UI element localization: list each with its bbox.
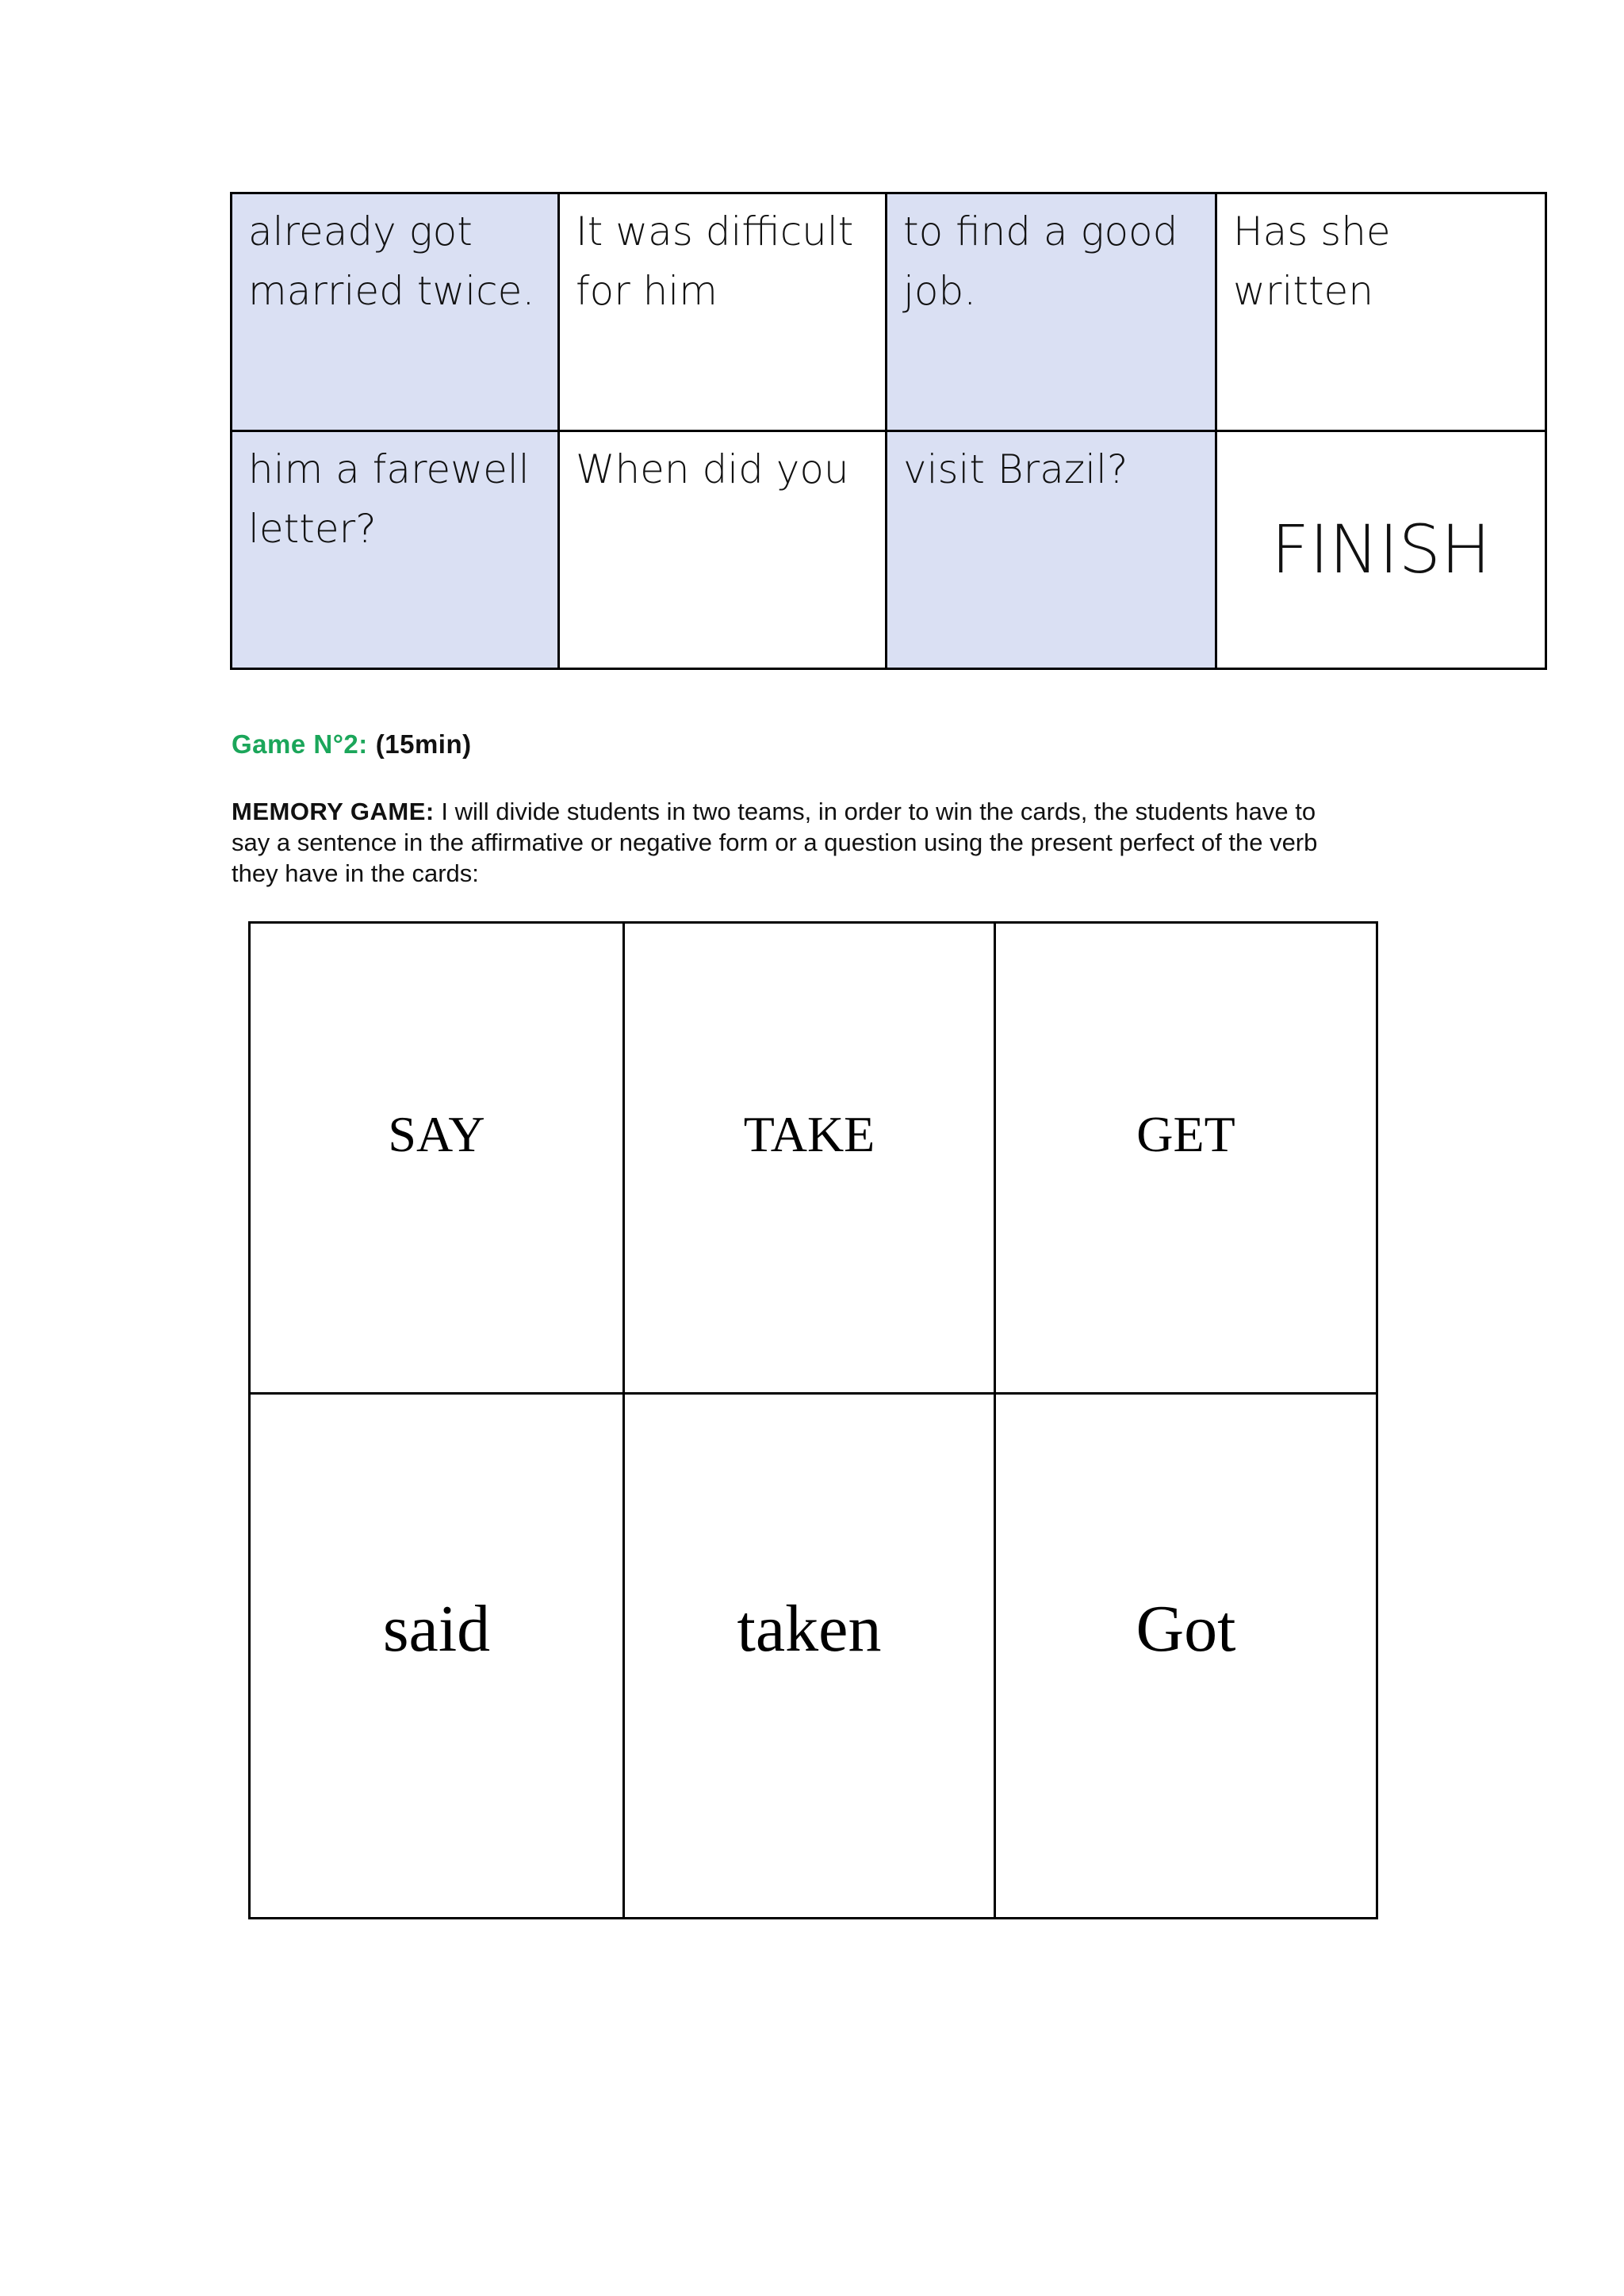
participle-card-got: Got [995,1394,1377,1919]
game-2-duration: (15min) [375,729,472,759]
participle-card-taken: taken [624,1394,995,1919]
memory-cards-table [248,921,1378,1919]
verb-card-take: TAKE [624,923,995,1394]
board-cell: When did you [559,431,887,669]
memory-game-text: I will divide students in two teams, in order to win the cards, the students have to say a sentence in the affirmative or negative form or a question using the present perfect of the verb they have in the cards: [232,798,1318,887]
participle-card-said: said [250,1394,624,1919]
board-cell: visit Brazil? [887,431,1216,669]
verb-card-get: GET [995,923,1377,1394]
board-cell: him a farewell letter? [232,431,559,669]
board-cell: already got married twice. [232,193,559,431]
board-cell: It was difficult for him [559,193,887,431]
board-cell: to find a good job. [887,193,1216,431]
memory-game-description [232,796,1358,889]
game-2-heading [232,729,472,760]
verb-card-say: SAY [250,923,624,1394]
board-finish-cell: FINISH [1216,431,1546,669]
memory-game-label: MEMORY GAME: [232,798,435,825]
game-2-title: Game N°2: [232,729,368,759]
board-game-table [230,192,1547,670]
board-cell: Has she written [1216,193,1546,431]
